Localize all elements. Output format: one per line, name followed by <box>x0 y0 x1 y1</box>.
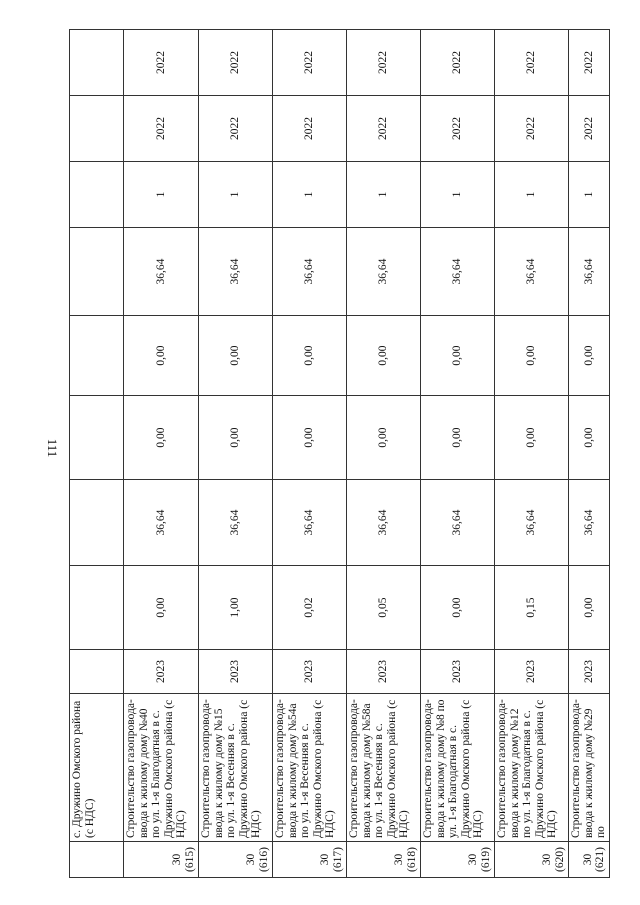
cell-value: 0,00 <box>199 396 273 480</box>
cell-number <box>421 842 495 878</box>
cell-year: 2022 <box>421 96 495 162</box>
table-row-continuation <box>70 30 124 878</box>
cell-name: Строительство газопровода-ввода к жилому дому №8 по ул. 1-я Благодатная в с. Дружино Омского района (с НДС) <box>421 694 495 842</box>
investment-table <box>69 29 610 878</box>
cell-number <box>124 842 199 878</box>
cell-value: 0,00 <box>347 316 421 396</box>
cell-value: 36,64 <box>495 480 569 566</box>
cell-year: 2022 <box>569 96 610 162</box>
cell-plan-year: 2023 <box>495 650 569 694</box>
cell-plan-year: 2023 <box>347 650 421 694</box>
cell-empty <box>70 228 124 316</box>
cell-year: 2022 <box>569 30 610 96</box>
cell-empty <box>70 566 124 650</box>
cell-value: 0,00 <box>273 396 347 480</box>
cell-year: 2022 <box>124 96 199 162</box>
table-row <box>199 30 273 878</box>
cell-value: 0,00 <box>495 396 569 480</box>
cell-value: 0,00 <box>569 316 610 396</box>
cell-count: 1 <box>199 162 273 228</box>
table-row <box>347 30 421 878</box>
cell-count: 1 <box>421 162 495 228</box>
cell-name: Строительство газопровода-ввода к жилому дому №12 по ул. 1-я Благодатная в с. Дружино Омского района (с НДС) <box>495 694 569 842</box>
cell-plan-year: 2023 <box>421 650 495 694</box>
row-subnumber: (621) <box>594 847 606 872</box>
cell-year: 2022 <box>347 96 421 162</box>
cell-empty <box>70 162 124 228</box>
table-row <box>124 30 199 878</box>
cell-count: 1 <box>273 162 347 228</box>
cell-value: 1,00 <box>199 566 273 650</box>
cell-year: 2022 <box>199 30 273 96</box>
cell-value: 0,05 <box>347 566 421 650</box>
page-number: 111 <box>45 438 60 458</box>
cell-year: 2022 <box>273 30 347 96</box>
row-number: 30 <box>541 853 553 866</box>
cell-number <box>70 842 124 878</box>
row-subnumber: (618) <box>405 847 418 872</box>
cell-value: 0,02 <box>273 566 347 650</box>
cell-year: 2022 <box>124 30 199 96</box>
row-number: 30 <box>171 853 183 866</box>
cell-empty <box>70 396 124 480</box>
cell-value: 0,00 <box>495 316 569 396</box>
cell-value: 0,00 <box>569 396 610 480</box>
cell-value: 36,64 <box>199 480 273 566</box>
cell-year: 2022 <box>199 96 273 162</box>
cell-count: 1 <box>124 162 199 228</box>
cell-value: 0,00 <box>273 316 347 396</box>
cell-value: 36,64 <box>124 480 199 566</box>
cell-value: 36,64 <box>124 228 199 316</box>
cell-plan-year: 2023 <box>569 650 610 694</box>
cell-empty <box>70 316 124 396</box>
cell-count: 1 <box>347 162 421 228</box>
cell-value: 36,64 <box>569 480 610 566</box>
cell-value: 36,64 <box>421 480 495 566</box>
cell-value: 0,00 <box>124 396 199 480</box>
cell-plan-year: 2023 <box>273 650 347 694</box>
cell-name: Строительство газопровода-ввода к жилому дому №15 по ул. 1-я Весенняя в с. Дружино Омского района (с НДС) <box>199 694 273 842</box>
row-number: 30 <box>319 853 331 866</box>
cell-value: 36,64 <box>273 480 347 566</box>
cell-count: 1 <box>495 162 569 228</box>
row-subnumber: (615) <box>183 847 196 872</box>
cell-value: 36,64 <box>347 228 421 316</box>
cell-empty <box>70 480 124 566</box>
cell-empty <box>70 650 124 694</box>
rotated-table-frame <box>69 30 607 878</box>
cell-number <box>495 842 569 878</box>
cell-value: 0,00 <box>199 316 273 396</box>
cell-value: 36,64 <box>421 228 495 316</box>
row-subnumber: (617) <box>331 847 344 872</box>
row-number: 30 <box>581 853 594 866</box>
cell-value: 36,64 <box>495 228 569 316</box>
cell-value: 36,64 <box>569 228 610 316</box>
cell-value: 0,00 <box>124 566 199 650</box>
cell-empty <box>70 96 124 162</box>
table-row <box>273 30 347 878</box>
row-subnumber: (616) <box>257 847 270 872</box>
cell-value: 0,00 <box>421 316 495 396</box>
cell-name: Строительство газопровода-ввода к жилому дому №29 по <box>569 694 610 842</box>
row-subnumber: (619) <box>479 847 492 872</box>
cell-plan-year: 2023 <box>124 650 199 694</box>
cell-value: 0,00 <box>347 396 421 480</box>
cell-value: 0,00 <box>569 566 610 650</box>
table-sheet <box>69 30 607 878</box>
cell-value: 0,00 <box>124 316 199 396</box>
cell-year: 2022 <box>421 30 495 96</box>
cell-name: Строительство газопровода-ввода к жилому дому №40 по ул. 1-я Благодатная в с. Дружино Омского района (с НДС) <box>124 694 199 842</box>
table-row <box>421 30 495 878</box>
cell-value: 36,64 <box>199 228 273 316</box>
row-number: 30 <box>393 853 405 866</box>
cell-number <box>273 842 347 878</box>
row-number: 30 <box>467 853 479 866</box>
cell-number <box>199 842 273 878</box>
table-row <box>495 30 569 878</box>
row-number: 30 <box>245 853 257 866</box>
cell-value: 0,15 <box>495 566 569 650</box>
cell-value: 36,64 <box>347 480 421 566</box>
cell-name: Строительство газопровода-ввода к жилому дому №58а по ул. 1-я Весенняя в с. Дружино Омского района (с НДС) <box>347 694 421 842</box>
cell-year: 2022 <box>495 96 569 162</box>
cell-name: с. Дружино Омского района (с НДС) <box>70 694 124 842</box>
cell-count: 1 <box>569 162 610 228</box>
cell-number <box>347 842 421 878</box>
cell-year: 2022 <box>273 96 347 162</box>
cell-empty <box>70 30 124 96</box>
cell-year: 2022 <box>347 30 421 96</box>
cell-value: 0,00 <box>421 396 495 480</box>
cell-year: 2022 <box>495 30 569 96</box>
row-subnumber: (620) <box>553 847 566 872</box>
cell-number <box>569 842 610 878</box>
cell-value: 0,00 <box>421 566 495 650</box>
table-row <box>569 30 610 878</box>
cell-value: 36,64 <box>273 228 347 316</box>
cell-name: Строительство газопровода-ввода к жилому дому №54а по ул. 1-я Весенняя в с. Дружино Омского района (с НДС) <box>273 694 347 842</box>
cell-plan-year: 2023 <box>199 650 273 694</box>
